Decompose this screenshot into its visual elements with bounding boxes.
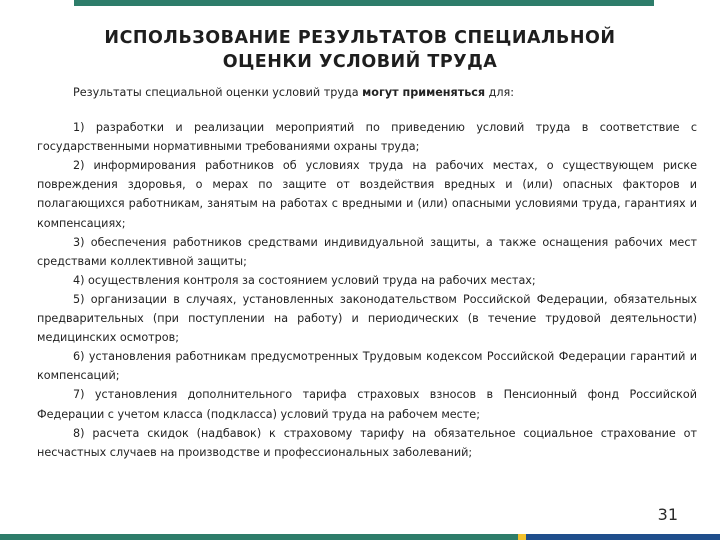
slide-title <box>40 26 680 74</box>
intro-emphasis: могут применяться <box>362 86 486 99</box>
list-item-7: 7) установления дополнительного тарифа страховых взносов в Пенсионный фонд Российской Федерации с учетом класса (подкласса) условий труда на рабочем месте; <box>37 388 697 421</box>
bottom-accent-bar-yellow <box>518 534 526 540</box>
slide-title-line-2: ОЦЕНКИ УСЛОВИЙ ТРУДА <box>222 52 498 72</box>
slide-body <box>37 83 697 462</box>
slide-title-line-1: ИСПОЛЬЗОВАНИЕ РЕЗУЛЬТАТОВ СПЕЦИАЛЬНОЙ <box>104 28 616 48</box>
list-item-4: 4) осуществления контроля за состоянием условий труда на рабочих местах; <box>73 273 536 287</box>
list-item-8: 8) расчета скидок (надбавок) к страховому тарифу на обязательное социальное страхование от несчастных случаев на производстве и профессиональных заболеваний; <box>37 426 697 459</box>
intro-suffix: для: <box>485 86 515 99</box>
list-item-1: 1) разработки и реализации мероприятий по приведению условий труда в соответствие с государственными нормативными требованиями охраны труда; <box>37 121 697 154</box>
bottom-accent-bar-blue <box>526 534 720 540</box>
top-accent-bar <box>74 0 654 6</box>
intro-prefix: Результаты специальной оценки условий труда <box>73 86 363 99</box>
bottom-accent-bar-green <box>0 534 518 540</box>
list-item-6: 6) установления работникам предусмотренных Трудовым кодексом Российской Федерации гарантий и компенсаций; <box>37 350 697 383</box>
list-item-5: 5) организации в случаях, установленных законодательством Российской Федерации, обязательных предварительных (при поступлении на работу) и периодических (в течение трудовой деятельности) медицинских осмотров; <box>37 292 697 345</box>
list-item-2: 2) информирования работников об условиях труда на рабочих местах, о существующем риске повреждения здоровья, о мерах по защите от воздействия вредных и (или) опасных факторов и полагающихся работникам, занятым на работах с вредными и (или) опасными условиями труда, гарантиях и компенсациях; <box>37 159 697 230</box>
list-item-3: 3) обеспечения работников средствами индивидуальной защиты, а также оснащения рабочих мест средствами коллективной защиты; <box>37 235 697 268</box>
page-number: 31 <box>657 505 678 524</box>
intro-paragraph <box>37 83 697 102</box>
